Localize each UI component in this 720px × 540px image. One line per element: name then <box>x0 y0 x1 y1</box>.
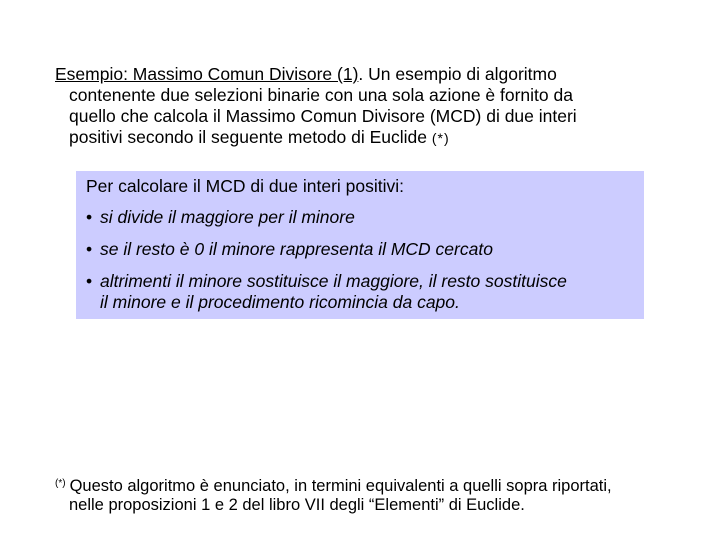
algorithm-box-title: Per calcolare il MCD di due interi positivi: <box>86 176 405 196</box>
footnote-line-1 <box>55 474 695 496</box>
example-heading: Esempio: Massimo Comun Divisore (1) <box>55 64 359 84</box>
algorithm-step <box>86 207 355 228</box>
footnote <box>55 474 695 515</box>
algorithm-step-text: altrimenti il minore sostituisce il maggiore, il resto sostituisce <box>100 271 567 291</box>
footnote-mark: (*) <box>55 478 66 489</box>
bullet-marker: • <box>86 239 93 259</box>
bullet-marker: • <box>86 207 93 227</box>
intro-paragraph <box>55 64 695 149</box>
intro-line-4 <box>55 127 695 149</box>
algorithm-step-text: se il resto è 0 il minore rappresenta il MCD cercato <box>100 239 493 259</box>
algorithm-step <box>86 271 567 313</box>
bullet-marker: • <box>86 271 93 291</box>
algorithm-box <box>76 171 644 319</box>
intro-line-1 <box>55 64 695 85</box>
intro-line-3: quello che calcola il Massimo Comun Divisore (MCD) di due interi <box>69 106 577 126</box>
intro-line-1-text: . Un esempio di algoritmo <box>358 64 557 84</box>
algorithm-step <box>86 239 493 260</box>
footnote-line-1-text: Questo algoritmo è enunciato, in termini equivalenti a quelli sopra riportati, <box>69 477 612 495</box>
footnote-line-2: nelle proposizioni 1 e 2 del libro VII degli “Elementi” di Euclide. <box>69 496 525 514</box>
intro-line-2: contenente due selezioni binarie con una sola azione è fornito da <box>69 85 573 105</box>
intro-line-4-text: positivi secondo il seguente metodo di Euclide <box>69 127 427 147</box>
algorithm-step-continuation: il minore e il procedimento ricomincia da capo. <box>100 292 460 312</box>
footnote-reference-mark: (*) <box>431 130 450 146</box>
algorithm-step-text: si divide il maggiore per il minore <box>100 207 355 227</box>
